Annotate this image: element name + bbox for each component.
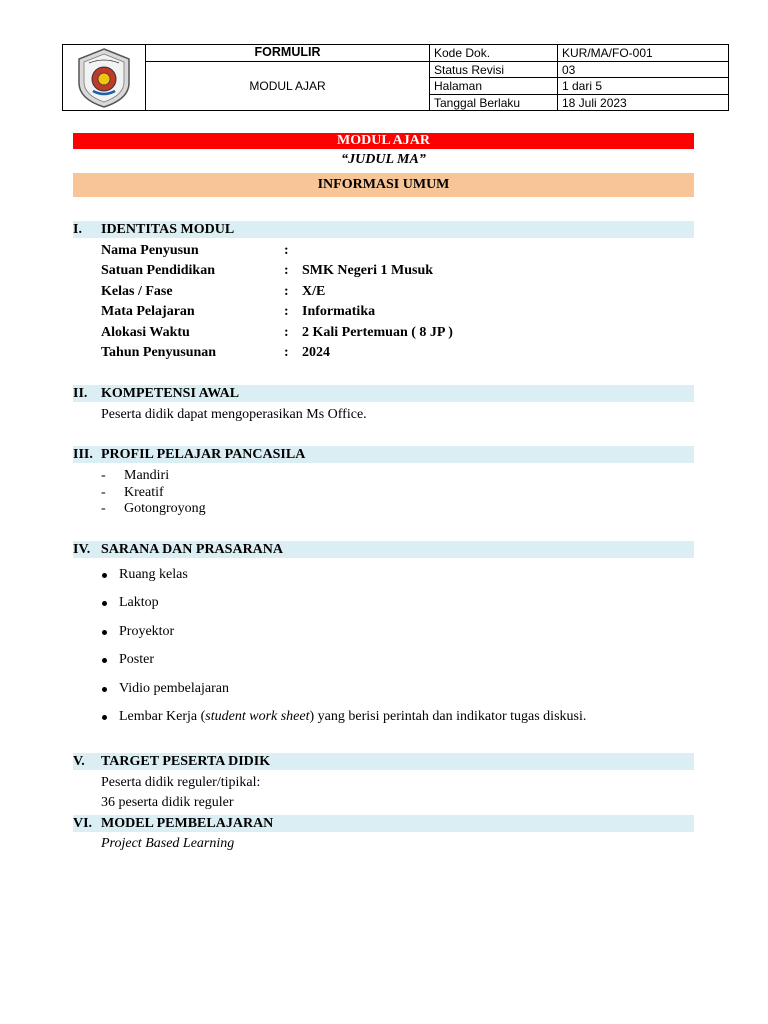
meta-value: 1 dari 5 [562, 79, 603, 93]
section-title: KOMPETENSI AWAL [101, 386, 240, 401]
sarana-item: Proyektor [119, 624, 175, 639]
section-heading-target [73, 753, 694, 770]
section-heading-identitas [73, 221, 694, 238]
list-dash: - [101, 485, 106, 500]
identity-label: Mata Pelajaran [101, 304, 195, 319]
section-title: SARANA DAN PRASARANA [101, 542, 284, 557]
identity-colon: : [284, 263, 289, 278]
meta-value: 03 [562, 62, 576, 77]
form-title-cell [146, 45, 430, 110]
section-title: MODEL PEMBELAJARAN [101, 816, 274, 831]
document-header-form [62, 44, 729, 111]
section-title: IDENTITAS MODUL [101, 222, 235, 237]
bullet-icon [102, 573, 107, 578]
informasi-umum-banner: INFORMASI UMUM [73, 173, 694, 197]
meta-row-halaman [430, 78, 728, 95]
identity-colon: : [284, 304, 289, 319]
meta-value: 18 Juli 2023 [562, 95, 627, 110]
meta-key: Status Revisi [430, 62, 558, 78]
identity-value: SMK Negeri 1 Musuk [302, 263, 434, 278]
section-number: I. [73, 222, 82, 237]
modul-ajar-banner: MODUL AJAR [73, 133, 694, 149]
section-heading-profil [73, 446, 694, 463]
identity-value: X/E [302, 284, 326, 299]
bullet-icon [102, 658, 107, 663]
profil-item: Kreatif [124, 485, 164, 500]
lembar-kerja-pre: Lembar Kerja ( [119, 709, 206, 724]
section-number: III. [73, 447, 93, 462]
meta-row-tanggal [430, 95, 728, 112]
identity-label: Alokasi Waktu [101, 325, 190, 340]
bullet-icon [102, 687, 107, 692]
modul-ajar-label: MODUL AJAR [249, 79, 326, 93]
lembar-kerja-post: ) yang berisi perintah dan indikator tugas diskusi. [309, 709, 587, 724]
identity-colon: : [284, 345, 289, 360]
target-line: Peserta didik reguler/tipikal: [101, 775, 261, 790]
meta-key: Tanggal Berlaku [430, 95, 558, 112]
section-title: TARGET PESERTA DIDIK [101, 754, 271, 769]
model-text: Project Based Learning [101, 836, 235, 851]
profil-item: Mandiri [124, 468, 170, 483]
identity-colon: : [284, 284, 289, 299]
meta-row-status [430, 62, 728, 79]
formulir-label: FORMULIR [146, 45, 429, 62]
sarana-item: Laktop [119, 595, 159, 610]
judul-ma: “JUDUL MA” [341, 152, 426, 167]
section-heading-model [73, 815, 694, 832]
identity-label: Kelas / Fase [101, 284, 173, 299]
section-number: V. [73, 754, 85, 769]
identity-label: Nama Penyusun [101, 243, 199, 258]
section-title: PROFIL PELAJAR PANCASILA [101, 447, 306, 462]
section-heading-kompetensi [73, 385, 694, 402]
identity-label: Tahun Penyusunan [101, 345, 217, 360]
identity-value: 2 Kali Pertemuan ( 8 JP ) [302, 325, 453, 340]
identity-value: 2024 [302, 345, 330, 360]
sarana-item: Poster [119, 652, 154, 667]
lembar-kerja-italic: student work sheet [205, 709, 310, 724]
document-meta-table [430, 45, 728, 110]
profil-item: Gotongroyong [124, 501, 206, 516]
identity-value: Informatika [302, 304, 376, 319]
bullet-icon [102, 630, 107, 635]
sarana-item-lembar-kerja [119, 708, 586, 725]
section-number: II. [73, 386, 88, 401]
sarana-item: Vidio pembelajaran [119, 681, 229, 696]
meta-value: KUR/MA/FO-001 [562, 46, 653, 60]
bullet-icon [102, 601, 107, 606]
list-dash: - [101, 468, 106, 483]
logo-cell [63, 45, 146, 110]
identity-colon: : [284, 325, 289, 340]
section-heading-sarana [73, 541, 694, 558]
list-dash: - [101, 501, 106, 516]
meta-key: Halaman [430, 78, 558, 94]
target-line: 36 peserta didik reguler [101, 795, 234, 810]
identity-colon: : [284, 243, 289, 258]
school-logo-icon [75, 47, 133, 109]
section-number: IV. [73, 542, 91, 557]
meta-key: Kode Dok. [430, 45, 558, 61]
bullet-icon [102, 715, 107, 720]
sarana-item: Ruang kelas [119, 567, 188, 582]
meta-row-kode [430, 45, 728, 62]
kompetensi-text: Peserta didik dapat mengoperasikan Ms Office. [101, 407, 367, 422]
identity-label: Satuan Pendidikan [101, 263, 215, 278]
section-number: VI. [73, 816, 93, 831]
